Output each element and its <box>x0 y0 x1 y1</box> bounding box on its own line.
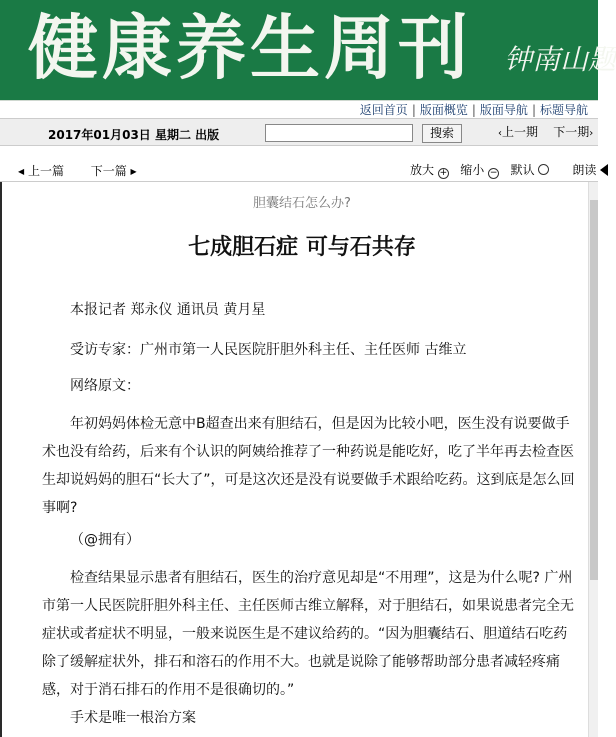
next-issue-link[interactable]: 下一期 <box>553 125 590 139</box>
zoom-out-label: 缩小 <box>460 163 485 177</box>
next-article-link[interactable]: 下一篇 <box>90 164 127 178</box>
triangle-right-icon: ▶ <box>130 167 137 176</box>
article-toolbar <box>0 156 598 182</box>
prev-article-link[interactable]: 上一篇 <box>27 164 64 178</box>
nav-link-overview[interactable]: 版面概览 <box>419 103 468 117</box>
read-aloud-label: 朗读 <box>572 163 597 177</box>
article-byline: 本报记者 郑永仪 通讯员 黄月星 <box>70 302 266 318</box>
zoom-in-label: 放大 <box>410 163 435 177</box>
zoom-in-button[interactable] <box>410 163 449 177</box>
scrollbar-thumb[interactable] <box>590 200 598 580</box>
search-button[interactable]: 搜索 <box>422 124 462 143</box>
issue-bar <box>0 118 598 146</box>
article-source-label: 网络原文： <box>70 378 140 394</box>
nav-divider: | <box>471 103 476 117</box>
masthead-logo: 健康养生周刊 <box>28 6 472 89</box>
article-headline: 七成胆石症 可与石共存 <box>188 234 416 260</box>
article-paragraph: 年初妈妈体检无意中B超查出来有胆结石，但是因为比较小吧，医生没有说要做手术也没有给药，后来有个认识的阿姨给推荐了一种药说是能吃好，吃了半年再去检查医生却说妈妈的胆石“长大了”，可是这次还是没有说要做手术跟给吃药。这到底是怎么回事啊? <box>42 416 575 516</box>
circle-icon <box>538 164 549 175</box>
article-asker: （@拥有） <box>70 532 140 548</box>
top-nav <box>0 100 598 118</box>
default-size-label: 默认 <box>510 163 535 177</box>
arrow-left-icon: ‹ <box>498 128 502 139</box>
left-border <box>0 182 2 737</box>
nav-divider: | <box>531 103 536 117</box>
speaker-icon <box>600 164 608 176</box>
plus-icon: + <box>439 168 448 178</box>
minus-icon: − <box>489 168 498 178</box>
prev-issue-link[interactable]: 上一期 <box>502 125 539 139</box>
article-paragraph: 检查结果显示患者有胆结石，医生的治疗意见却是“不用理”，这是为什么呢? 广州市第一人民医院肝胆外科主任、主任医师古维立解释，对于胆结石，如果说患者完全无症状或者症状不明显，一般来说医生是不建议给药的。“因为胆囊结石、胆道结石吃药除了缓解症状外，排石和溶石的作用不大。也就是说除了能够帮助部分患者减轻疼痛感，对于消石排石的作用不是很确切的。” <box>42 570 574 698</box>
arrow-right-icon: › <box>589 128 594 139</box>
default-size-button[interactable] <box>511 163 550 177</box>
issue-date: 2017年01月03日 星期二 出版 <box>48 128 220 142</box>
article-kicker: 胆囊结石怎么办? <box>253 196 351 211</box>
article-subhead: 手术是唯一根治方案 <box>70 710 196 726</box>
nav-link-home[interactable]: 返回首页 <box>359 103 408 117</box>
nav-link-page-nav[interactable]: 版面导航 <box>479 103 528 117</box>
zoom-out-button[interactable] <box>460 163 499 177</box>
nav-link-title-nav[interactable]: 标题导航 <box>539 103 588 117</box>
search-input[interactable] <box>265 124 413 142</box>
read-aloud-button[interactable] <box>572 163 608 177</box>
calligraphy-inscription: 钟南山题 <box>504 43 616 76</box>
triangle-left-icon: ◀ <box>18 167 25 176</box>
article-expert: 受访专家：广州市第一人民医院肝胆外科主任、主任医师 古维立 <box>70 342 467 358</box>
nav-divider: | <box>411 103 416 117</box>
scrollbar[interactable] <box>588 182 598 737</box>
